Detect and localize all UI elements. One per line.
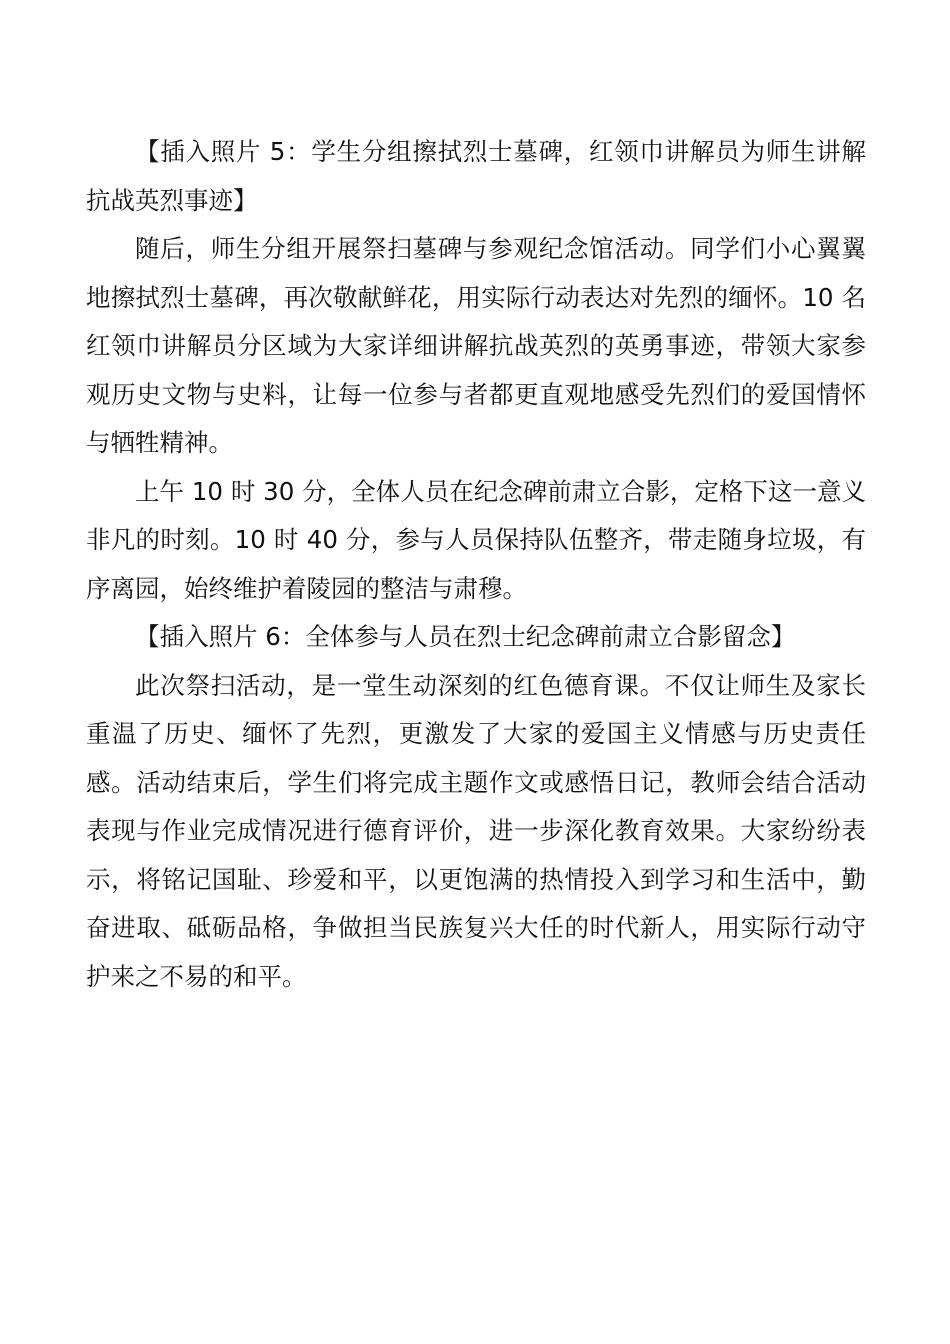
paragraph-visit-memorial: 随后，师生分组开展祭扫墓碑与参观纪念馆活动。同学们小心翼翼地擦拭烈士墓碑，再次敬献鲜花，用实际行动表达对先烈的缅怀。10 名红领巾讲解员分区域为大家详细讲解抗战英烈的英勇事迹，带领大家参观历史文物与史料，让每一位参与者都更直观地感受先烈们的爱国情怀与牺牲精神。	[86, 234, 866, 457]
paragraph-conclusion: 此次祭扫活动，是一堂生动深刻的红色德育课。不仅让师生及家长重温了历史、缅怀了先烈，更激发了大家的爱国主义情感与历史责任感。活动结束后，学生们将完成主题作文或感悟日记，教师会结合活动表现与作业完成情况进行德育评价，进一步深化教育效果。大家纷纷表示，将铭记国耻、珍爱和平，以更饱满的热情投入到学习和生活中，勤奋进取、砥砺品格，争做担当民族复兴大任的时代新人，用实际行动守护来之不易的和平。	[86, 670, 866, 991]
paragraph-group-photo: 上午 10 时 30 分，全体人员在纪念碑前肃立合影，定格下这一意义非凡的时刻。10 时 40 分，参与人员保持队伍整齐，带走随身垃圾，有序离园，始终维护着陵园的整洁与肃穆。	[86, 476, 866, 603]
photo-caption-5: 【插入照片 5：学生分组擦拭烈士墓碑，红领巾讲解员为师生讲解抗战英烈事迹】	[86, 137, 866, 215]
photo-caption-6: 【插入照片 6：全体参与人员在烈士纪念碑前肃立合影留念】	[135, 622, 796, 651]
document-body	[86, 128, 866, 1001]
